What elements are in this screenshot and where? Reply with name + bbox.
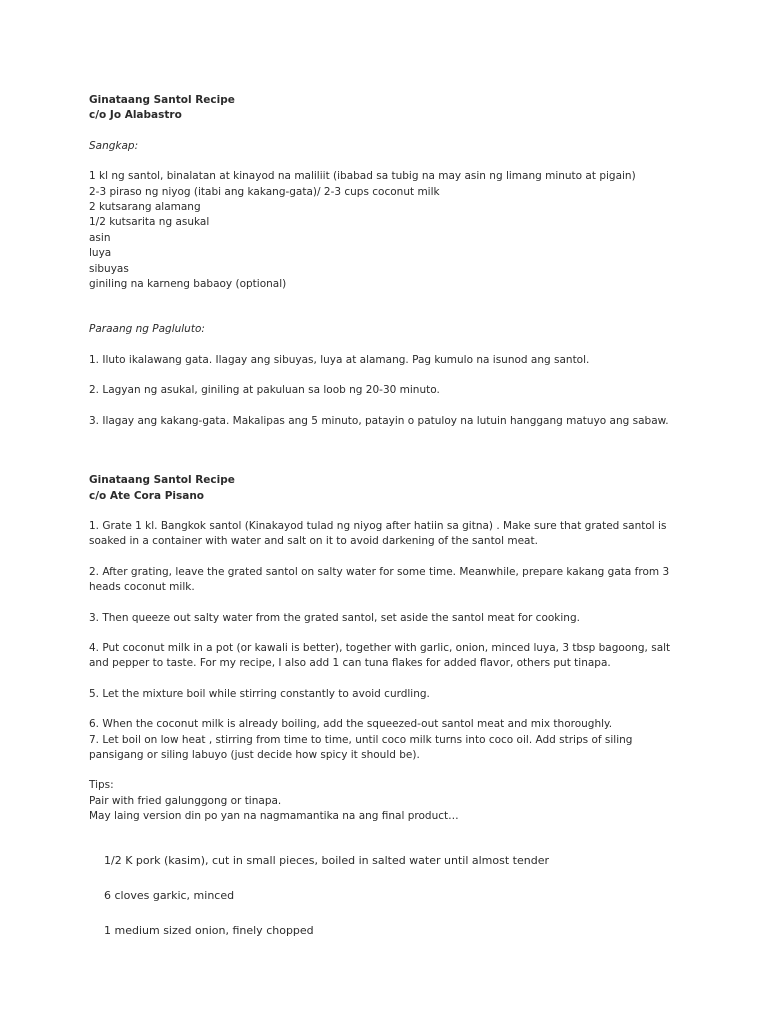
recipe2-step: 7. Let boil on low heat , stirring from time to time, until coco milk turns into coco oil. Add strips of siling pansigang or siling labuyo (just decide how spicy it should be).	[89, 733, 633, 761]
extra-ingredient: 1/2 K pork (kasim), cut in small pieces, boiled in salted water until almost tender	[104, 853, 549, 867]
recipe2-title: Ginataang Santol Recipe	[89, 474, 235, 487]
recipe1-ingredient: 1/2 kutsarita ng asukal	[89, 216, 210, 229]
recipe1-procedure-heading: Paraang ng Pagluluto:	[89, 323, 205, 336]
recipe1-credit: c/o Jo Alabastro	[89, 109, 182, 122]
recipe1-ingredients-heading: Sangkap:	[89, 139, 139, 152]
recipe2-step: 6. When the coconut milk is already boiling, add the squeezed-out santol meat and mix thoroughly.	[89, 718, 613, 731]
recipe1-ingredient: asin	[89, 231, 111, 244]
recipe2-tips-heading: Tips:	[89, 779, 114, 792]
recipe2-tip: May laing version din po yan na nagmamantika na ang final product…	[89, 810, 459, 823]
recipe2-step: 3. Then queeze out salty water from the grated santol, set aside the santol meat for cooking.	[89, 611, 580, 624]
recipe1-ingredient: luya	[89, 247, 112, 260]
recipe2-tip: Pair with fried galunggong or tinapa.	[89, 794, 282, 807]
recipe1-ingredient: 1 kl ng santol, binalatan at kinayod na maliliit (ibabad sa tubig na may asin ng limang minuto at pigain)	[89, 170, 636, 183]
recipe1-step: 3. Ilagay ang kakang-gata. Makalipas ang 5 minuto, patayin o patuloy na lutuin hanggang matuyo ang sabaw.	[89, 414, 669, 427]
document-content	[89, 93, 689, 959]
recipe1-ingredient: 2-3 piraso ng niyog (itabi ang kakang-gata)/ 2-3 cups coconut milk	[89, 185, 440, 198]
recipe1-ingredient: sibuyas	[89, 262, 129, 275]
recipe1-step: 2. Lagyan ng asukal, giniling at pakuluan sa loob ng 20-30 minuto.	[89, 384, 440, 397]
extra-ingredient: 1 medium sized onion, finely chopped	[104, 924, 314, 938]
recipe2-step: 4. Put coconut milk in a pot (or kawali is better), together with garlic, onion, minced luya, 3 tbsp bagoong, salt and pepper to taste. For my recipe, I also add 1 can tuna flakes for added flavor, others put tinapa.	[89, 641, 671, 670]
recipe2-step: 1. Grate 1 kl. Bangkok santol (Kinakayod tulad ng niyog after hatiin sa gitna) . Make sure that grated santol is soaked in a container with water and salt on it to avoid darkening of the santol meat.	[89, 519, 667, 548]
recipe1-ingredient: giniling na karneng babaoy (optional)	[89, 278, 287, 291]
recipe2-step: 5. Let the mixture boil while stirring constantly to avoid curdling.	[89, 687, 430, 700]
extra-ingredients-list	[89, 853, 689, 939]
extra-ingredient: 6 cloves garkic, minced	[104, 889, 235, 902]
recipe2-step: 2. After grating, leave the grated santol on salty water for some time. Meanwhile, prepare kakang gata from 3 heads coconut milk.	[89, 565, 670, 594]
recipe2-credit: c/o Ate Cora Pisano	[89, 489, 205, 502]
recipe1-ingredient: 2 kutsarang alamang	[89, 201, 201, 214]
recipe1-step: 1. Iluto ikalawang gata. Ilagay ang sibuyas, luya at alamang. Pag kumulo na isunod ang santol.	[89, 353, 590, 366]
recipe1-title: Ginataang Santol Recipe	[89, 94, 235, 106]
